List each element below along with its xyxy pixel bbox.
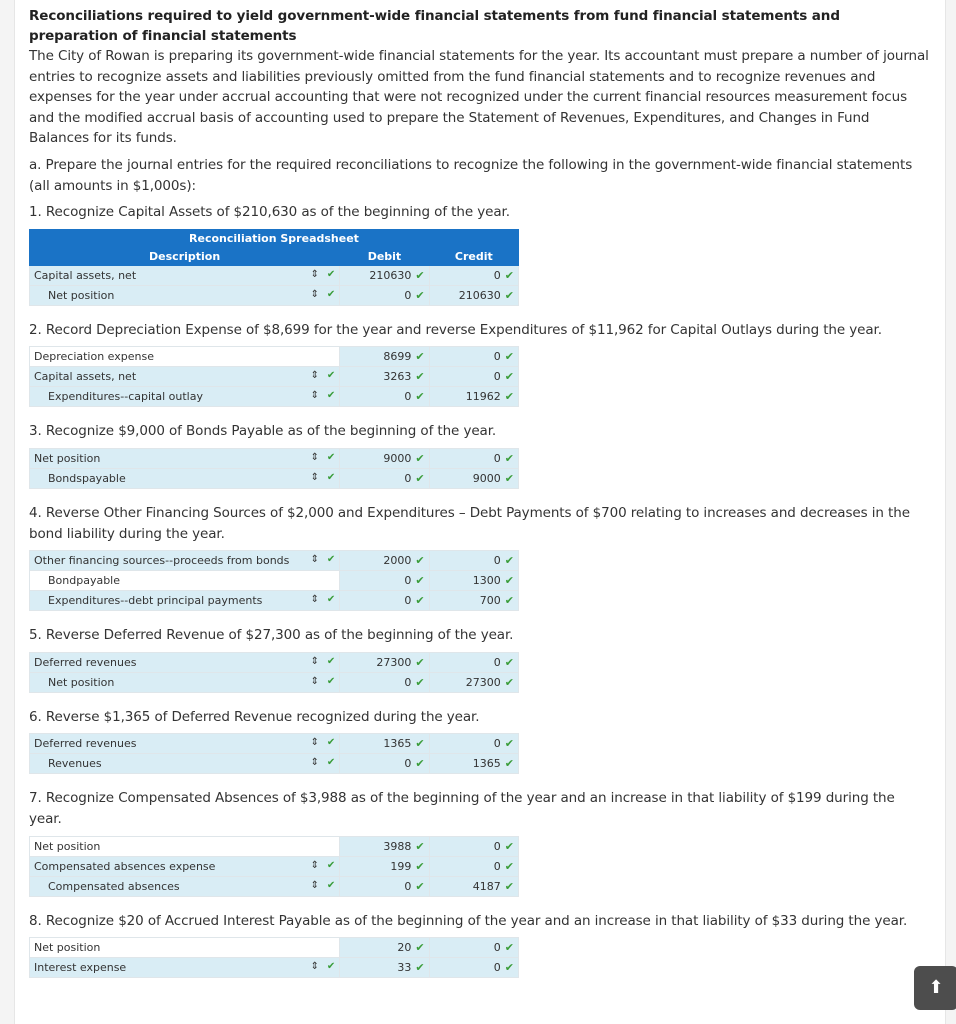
table-row xyxy=(30,571,519,591)
check-icon: ✔ xyxy=(415,839,425,853)
account-select[interactable] xyxy=(30,938,340,958)
item-block xyxy=(29,911,931,979)
select-controls xyxy=(309,880,335,891)
check-icon: ✔ xyxy=(415,288,425,302)
account-name: Net position xyxy=(34,941,101,955)
sort-icon: ⇕ xyxy=(310,390,320,402)
sort-icon: ⇕ xyxy=(310,554,320,566)
scroll-to-top-button[interactable] xyxy=(914,966,956,1010)
check-icon: ✔ xyxy=(504,941,514,955)
account-name: Compensated absences expense xyxy=(34,859,216,873)
sort-icon: ⇕ xyxy=(310,370,320,382)
table-row xyxy=(30,448,519,468)
question-text: 1. Recognize Capital Assets of $210,630 as of the beginning of the year. xyxy=(29,204,510,221)
reconciliation-table xyxy=(29,836,519,897)
credit-input[interactable] xyxy=(429,551,518,571)
check-icon: ✔ xyxy=(415,594,425,608)
table-row xyxy=(30,367,519,387)
check-icon: ✔ xyxy=(504,879,514,893)
check-icon: ✔ xyxy=(504,451,514,465)
check-icon: ✔ xyxy=(415,451,425,465)
debit-value: 33 xyxy=(397,961,412,975)
credit-value: 4187 xyxy=(472,879,501,893)
check-icon: ✔ xyxy=(504,859,514,873)
table-row xyxy=(30,856,519,876)
account-select[interactable] xyxy=(30,652,340,672)
check-icon: ✔ xyxy=(415,737,425,751)
credit-input[interactable] xyxy=(429,876,518,896)
credit-input[interactable] xyxy=(429,754,518,774)
check-icon: ✔ xyxy=(504,594,514,608)
check-icon: ✔ xyxy=(326,268,336,280)
check-icon: ✔ xyxy=(326,390,336,402)
select-controls xyxy=(309,757,335,768)
account-name: Deferred revenues xyxy=(34,737,137,751)
spreadsheet-title: Reconciliation Spreadsheet xyxy=(30,229,519,247)
sort-icon: ⇕ xyxy=(310,859,320,871)
check-icon: ✔ xyxy=(415,390,425,404)
credit-input[interactable] xyxy=(429,448,518,468)
debit-value: 0 xyxy=(404,288,412,302)
table-row xyxy=(30,734,519,754)
check-icon: ✔ xyxy=(326,554,336,566)
debit-value: 3263 xyxy=(383,370,412,384)
account-name: Net position xyxy=(48,288,115,302)
sort-icon: ⇕ xyxy=(310,737,320,749)
sort-icon: ⇕ xyxy=(310,268,320,280)
credit-value: 0 xyxy=(493,961,501,975)
account-select[interactable] xyxy=(30,958,340,978)
credit-value: 0 xyxy=(493,451,501,465)
check-icon: ✔ xyxy=(504,961,514,975)
check-icon: ✔ xyxy=(415,268,425,282)
check-icon: ✔ xyxy=(326,757,336,769)
select-controls xyxy=(309,554,335,565)
question-text: 2. Record Depreciation Expense of $8,699 for the year and reverse Expenditures of $11,962 for Capital Outlays during the year. xyxy=(29,321,882,338)
check-icon: ✔ xyxy=(415,961,425,975)
check-icon: ✔ xyxy=(326,879,336,891)
sort-icon: ⇕ xyxy=(310,675,320,687)
account-select[interactable] xyxy=(30,448,340,468)
sort-icon: ⇕ xyxy=(310,961,320,973)
sort-icon: ⇕ xyxy=(310,288,320,300)
debit-value: 2000 xyxy=(383,554,412,568)
item-block xyxy=(29,421,931,489)
debit-value: 0 xyxy=(404,675,412,689)
debit-header: Debit xyxy=(340,247,429,265)
check-icon: ✔ xyxy=(326,471,336,483)
account-name: Net position xyxy=(48,675,115,689)
item-block xyxy=(29,707,931,775)
items-container xyxy=(29,202,931,978)
item-block xyxy=(29,788,931,896)
table-row xyxy=(30,652,519,672)
check-icon: ✔ xyxy=(415,471,425,485)
check-icon: ✔ xyxy=(326,451,336,463)
sort-icon: ⇕ xyxy=(310,471,320,483)
check-icon: ✔ xyxy=(504,675,514,689)
credit-input[interactable] xyxy=(429,938,518,958)
credit-input[interactable] xyxy=(429,367,518,387)
check-icon: ✔ xyxy=(504,288,514,302)
debit-value: 0 xyxy=(404,574,412,588)
debit-input[interactable] xyxy=(340,448,429,468)
page xyxy=(14,0,946,1024)
check-icon: ✔ xyxy=(326,675,336,687)
reconciliation-table xyxy=(29,550,519,611)
table-row xyxy=(30,958,519,978)
question-text: 8. Recognize $20 of Accrued Interest Payable as of the beginning of the year and an increase in that liability of $33 during the year. xyxy=(29,912,908,929)
debit-input[interactable] xyxy=(340,387,429,407)
credit-value: 0 xyxy=(493,350,501,364)
credit-input[interactable] xyxy=(429,652,518,672)
debit-value: 0 xyxy=(404,757,412,771)
debit-value: 3988 xyxy=(383,839,412,853)
account-name: Deferred revenues xyxy=(34,655,137,669)
question-text: 7. Recognize Compensated Absences of $3,988 as of the beginning of the year and an increase in that liability of $199 during the year. xyxy=(29,790,895,827)
account-name: Other financing sources--proceeds from bonds xyxy=(34,554,290,568)
account-select[interactable] xyxy=(30,591,340,611)
credit-value: 700 xyxy=(479,594,501,608)
debit-input[interactable] xyxy=(340,938,429,958)
debit-value: 9000 xyxy=(383,451,412,465)
item-block xyxy=(29,202,931,306)
credit-value: 1365 xyxy=(472,757,501,771)
account-name: Net position xyxy=(34,839,101,853)
item-block xyxy=(29,625,931,693)
reconciliation-table xyxy=(29,733,519,774)
debit-input[interactable] xyxy=(340,591,429,611)
sort-icon: ⇕ xyxy=(310,879,320,891)
credit-value: 0 xyxy=(493,859,501,873)
account-select[interactable] xyxy=(30,468,340,488)
check-icon: ✔ xyxy=(415,350,425,364)
table-row xyxy=(30,285,519,305)
check-icon: ✔ xyxy=(415,675,425,689)
check-icon: ✔ xyxy=(326,370,336,382)
reconciliation-table xyxy=(29,652,519,693)
item-block xyxy=(29,503,931,611)
credit-input[interactable] xyxy=(429,856,518,876)
reconciliation-table xyxy=(29,937,519,978)
table-row xyxy=(30,754,519,774)
select-controls xyxy=(309,676,335,687)
account-select[interactable] xyxy=(30,387,340,407)
table-row xyxy=(30,938,519,958)
account-select[interactable] xyxy=(30,754,340,774)
table-header xyxy=(30,229,519,265)
debit-input[interactable] xyxy=(340,571,429,591)
credit-input[interactable] xyxy=(429,571,518,591)
credit-input[interactable] xyxy=(429,347,518,367)
account-select[interactable] xyxy=(30,367,340,387)
check-icon: ✔ xyxy=(326,594,336,606)
select-controls xyxy=(309,961,335,972)
question-text: 5. Reverse Deferred Revenue of $27,300 as of the beginning of the year. xyxy=(29,627,514,644)
debit-value: 0 xyxy=(404,471,412,485)
credit-value: 0 xyxy=(493,370,501,384)
debit-value: 8699 xyxy=(383,350,412,364)
check-icon: ✔ xyxy=(504,370,514,384)
credit-value: 0 xyxy=(493,941,501,955)
check-icon: ✔ xyxy=(326,655,336,667)
select-controls xyxy=(309,370,335,381)
check-icon: ✔ xyxy=(504,471,514,485)
table-row xyxy=(30,591,519,611)
check-icon: ✔ xyxy=(504,268,514,282)
reconciliation-table xyxy=(29,346,519,407)
sort-icon: ⇕ xyxy=(310,757,320,769)
credit-input[interactable] xyxy=(429,387,518,407)
account-select[interactable] xyxy=(30,265,340,285)
account-name: Bondpayable xyxy=(48,574,121,588)
description-header: Description xyxy=(30,247,340,265)
credit-input[interactable] xyxy=(429,958,518,978)
table-row xyxy=(30,551,519,571)
debit-value: 0 xyxy=(404,390,412,404)
account-select[interactable] xyxy=(30,347,340,367)
credit-value: 0 xyxy=(493,737,501,751)
account-name: Depreciation expense xyxy=(34,350,154,364)
check-icon: ✔ xyxy=(504,554,514,568)
credit-input[interactable] xyxy=(429,591,518,611)
check-icon: ✔ xyxy=(415,757,425,771)
debit-input[interactable] xyxy=(340,347,429,367)
debit-input[interactable] xyxy=(340,672,429,692)
account-name: Bondspayable xyxy=(48,471,126,485)
credit-input[interactable] xyxy=(429,468,518,488)
credit-value: 0 xyxy=(493,554,501,568)
account-select[interactable] xyxy=(30,285,340,305)
reconciliation-table xyxy=(29,448,519,489)
credit-input[interactable] xyxy=(429,265,518,285)
select-controls xyxy=(309,656,335,667)
account-name: Revenues xyxy=(48,757,102,771)
check-icon: ✔ xyxy=(415,859,425,873)
select-controls xyxy=(309,860,335,871)
check-icon: ✔ xyxy=(504,737,514,751)
check-icon: ✔ xyxy=(415,574,425,588)
credit-value: 9000 xyxy=(472,471,501,485)
table-row xyxy=(30,347,519,367)
debit-value: 1365 xyxy=(383,737,412,751)
debit-value: 27300 xyxy=(376,655,412,669)
select-controls xyxy=(309,269,335,280)
credit-header: Credit xyxy=(429,247,518,265)
instruction-text: a. Prepare the journal entries for the required reconciliations to recognize the following in the government-wide financial statements (all amounts in $1,000s): xyxy=(29,156,913,194)
account-name: Interest expense xyxy=(34,961,127,975)
debit-input[interactable] xyxy=(340,367,429,387)
account-name: Capital assets, net xyxy=(34,370,137,384)
table-row xyxy=(30,387,519,407)
debit-input[interactable] xyxy=(340,285,429,305)
check-icon: ✔ xyxy=(504,574,514,588)
debit-input[interactable] xyxy=(340,652,429,672)
credit-value: 210630 xyxy=(458,288,501,302)
debit-value: 0 xyxy=(404,879,412,893)
account-select[interactable] xyxy=(30,734,340,754)
debit-input[interactable] xyxy=(340,856,429,876)
account-select[interactable] xyxy=(30,672,340,692)
account-name: Expenditures--capital outlay xyxy=(48,390,203,404)
debit-input[interactable] xyxy=(340,265,429,285)
account-select[interactable] xyxy=(30,876,340,896)
reconciliation-table xyxy=(29,229,519,306)
select-controls xyxy=(309,472,335,483)
check-icon: ✔ xyxy=(326,737,336,749)
account-name: Expenditures--debt principal payments xyxy=(48,594,263,608)
question-text: 4. Reverse Other Financing Sources of $2,000 and Expenditures – Debt Payments of $700 relating to increases and decreases in the bond liability during the year. xyxy=(29,504,910,542)
check-icon: ✔ xyxy=(326,859,336,871)
debit-value: 210630 xyxy=(369,268,412,282)
debit-input[interactable] xyxy=(340,734,429,754)
credit-input[interactable] xyxy=(429,836,518,856)
debit-input[interactable] xyxy=(340,754,429,774)
debit-input[interactable] xyxy=(340,876,429,896)
table-row xyxy=(30,672,519,692)
check-icon: ✔ xyxy=(415,879,425,893)
credit-input[interactable] xyxy=(429,285,518,305)
check-icon: ✔ xyxy=(504,655,514,669)
debit-input[interactable] xyxy=(340,551,429,571)
intro-text: The City of Rowan is preparing its government-wide financial statements for the year. Its accountant must prepare a number of journal entries to recognize assets and liabilities previously omitted from the fund financial statements and to recognize revenues and expenses for the year under accrual accounting that were not recognized under the current financial resources measurement focus and the modified accrual basis of accounting used to prepare the Statement of Revenues, Expenditures, and Changes in Fund Balances for its funds. xyxy=(29,48,929,147)
credit-value: 0 xyxy=(493,655,501,669)
select-controls xyxy=(309,594,335,605)
check-icon: ✔ xyxy=(415,370,425,384)
debit-value: 0 xyxy=(404,594,412,608)
credit-value: 27300 xyxy=(465,675,501,689)
select-controls xyxy=(309,289,335,300)
debit-value: 199 xyxy=(390,859,412,873)
sort-icon: ⇕ xyxy=(310,594,320,606)
select-controls xyxy=(309,737,335,748)
credit-value: 0 xyxy=(493,268,501,282)
content xyxy=(15,0,945,978)
check-icon: ✔ xyxy=(326,961,336,973)
debit-value: 20 xyxy=(397,941,412,955)
sort-icon: ⇕ xyxy=(310,655,320,667)
check-icon: ✔ xyxy=(504,839,514,853)
item-block xyxy=(29,320,931,408)
table-row xyxy=(30,265,519,285)
debit-input[interactable] xyxy=(340,958,429,978)
check-icon: ✔ xyxy=(504,350,514,364)
check-icon: ✔ xyxy=(415,655,425,669)
page-title: Reconciliations required to yield government-wide financial statements from fund financial statements and preparation of financial statements xyxy=(29,8,840,44)
credit-value: 11962 xyxy=(465,390,501,404)
table-row xyxy=(30,468,519,488)
table-row xyxy=(30,876,519,896)
account-name: Compensated absences xyxy=(48,879,180,893)
check-icon: ✔ xyxy=(326,288,336,300)
question-text: 3. Recognize $9,000 of Bonds Payable as of the beginning of the year. xyxy=(29,423,497,440)
arrow-up-circle-icon: ⬆ xyxy=(928,977,944,998)
debit-input[interactable] xyxy=(340,468,429,488)
account-name: Capital assets, net xyxy=(34,268,137,282)
credit-input[interactable] xyxy=(429,672,518,692)
table-row xyxy=(30,836,519,856)
sort-icon: ⇕ xyxy=(310,451,320,463)
select-controls xyxy=(309,390,335,401)
select-controls xyxy=(309,452,335,463)
check-icon: ✔ xyxy=(415,941,425,955)
check-icon: ✔ xyxy=(504,757,514,771)
account-name: Net position xyxy=(34,451,101,465)
question-text: 6. Reverse $1,365 of Deferred Revenue recognized during the year. xyxy=(29,708,480,725)
credit-value: 1300 xyxy=(472,574,501,588)
account-select[interactable] xyxy=(30,836,340,856)
account-select[interactable] xyxy=(30,571,340,591)
account-select[interactable] xyxy=(30,856,340,876)
check-icon: ✔ xyxy=(415,554,425,568)
account-select[interactable] xyxy=(30,551,340,571)
credit-input[interactable] xyxy=(429,734,518,754)
debit-input[interactable] xyxy=(340,836,429,856)
credit-value: 0 xyxy=(493,839,501,853)
check-icon: ✔ xyxy=(504,390,514,404)
